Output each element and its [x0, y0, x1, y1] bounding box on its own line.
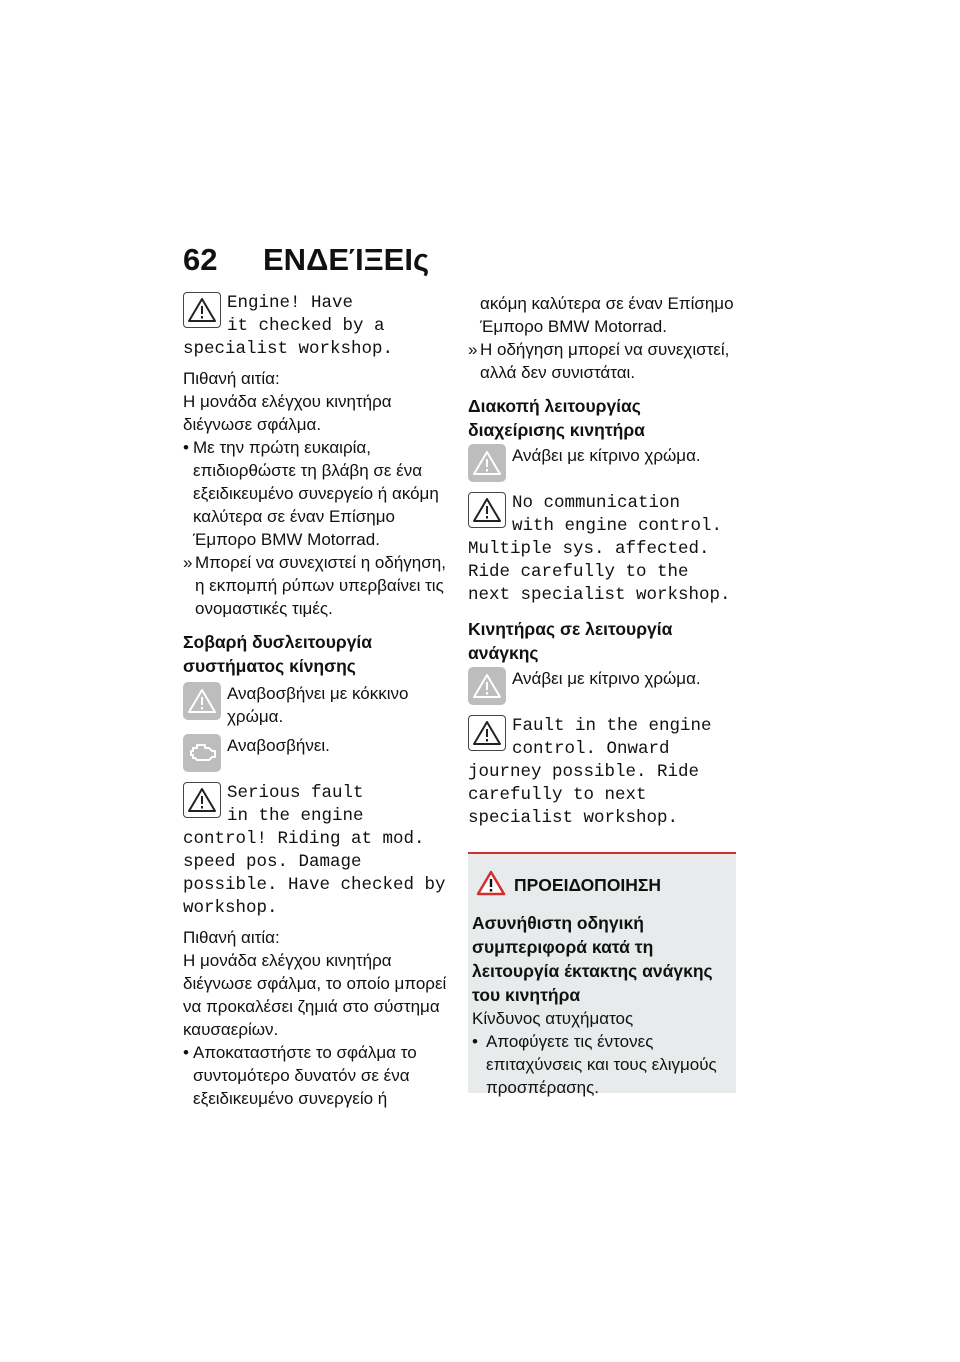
- msg-line: it checked by a: [227, 316, 385, 336]
- warning-triangle-icon: [183, 292, 221, 330]
- indicator-text: Αναβοσβήνει.: [227, 736, 330, 755]
- page-title: ΕΝΔΕΊΞΕΙς: [263, 242, 430, 277]
- bullet-item: [472, 1030, 726, 1099]
- msg-line: control. Onward: [512, 739, 670, 759]
- msg-rest: journey possible. Ride carefully to next specialist workshop.: [468, 762, 700, 828]
- message-serious-fault: [183, 782, 453, 828]
- bullet-mark: •: [183, 438, 189, 457]
- bullet-item: [183, 1041, 453, 1110]
- indicator-text: Αναβοσβήνει με κόκκινο χρώμα.: [227, 684, 409, 726]
- bullet-text: Αποκαταστήστε το σφάλμα το συντομότερο δυνατόν σε ένα εξειδικευμένο συνεργείο ή: [193, 1043, 417, 1108]
- right-column: [468, 292, 738, 830]
- bullet-text: Αποφύγετε τις έντονες επιταχύνσεις και τους ελιγμούς προσπέρασης.: [486, 1032, 717, 1097]
- warning-triangle-icon: [476, 870, 506, 901]
- warning-triangle-icon: [468, 715, 506, 753]
- warning-box: [468, 852, 736, 1097]
- cause-label: Πιθανή αιτία:: [183, 928, 280, 947]
- msg-rest: control! Riding at mod. speed pos. Damage possible. Have checked by workshop.: [183, 829, 446, 918]
- bullet-text-cont: ακόμη καλύτερα σε έναν Επίσημο Έμπορο BMW Motorrad.: [193, 484, 439, 549]
- left-column: [183, 292, 453, 1110]
- continued-text: ακόμη καλύτερα σε έναν Επίσημο Έμπορο BMW Motorrad.: [480, 294, 734, 336]
- section-heading: Διακοπή λειτουργίας διαχείρισης κινητήρα: [468, 396, 645, 440]
- bullet-mark: •: [183, 1043, 189, 1062]
- indicator-yellow: [468, 667, 738, 705]
- msg-rest: specialist workshop.: [183, 339, 394, 359]
- indicator-text: Ανάβει με κίτρινο χρώμα.: [512, 669, 701, 688]
- arrow-mark: »: [183, 553, 193, 572]
- msg-line: in the engine: [227, 806, 364, 826]
- msg-rest: Multiple sys. affected. Ride carefully to the next specialist workshop.: [468, 539, 731, 605]
- section-heading: Σοβαρή δυσλειτουργία συστήματος κίνησης: [183, 632, 373, 676]
- section-heading: Κινητήρας σε λειτουργία ανάγκης: [468, 619, 673, 663]
- warning-light-icon: [183, 682, 221, 720]
- result-text: Η οδήγηση μπορεί να συνεχιστεί, αλλά δεν συνιστάται.: [480, 340, 730, 382]
- msg-line: with engine control.: [512, 516, 723, 536]
- warning-light-icon: [468, 444, 506, 482]
- msg-line: Serious fault: [227, 783, 364, 803]
- result-text: Μπορεί να συνεχιστεί η οδήγηση, η εκπομπή ρύπων υπερβαίνει τις ονομαστικές τιμές.: [195, 553, 446, 618]
- bullet-item: [183, 436, 453, 551]
- result-item: [468, 338, 738, 384]
- warning-triangle-icon: [183, 782, 221, 820]
- indicator-engine: [183, 734, 453, 772]
- bullet-text: Με την πρώτη ευκαιρία, επιδιορθώστε τη βλάβη σε ένα εξειδικευμένο συνεργείο ή: [193, 438, 423, 503]
- msg-line: Engine! Have: [227, 293, 354, 313]
- msg-line: Fault in the engine: [512, 716, 712, 736]
- page-number: 62: [183, 242, 218, 277]
- arrow-mark: »: [468, 340, 478, 359]
- cause-text: Η μονάδα ελέγχου κινητήρα διέγνωσε σφάλμα.: [183, 392, 392, 434]
- cause-label: Πιθανή αιτία:: [183, 369, 280, 388]
- warning-risk: Κίνδυνος ατυχήματος: [472, 1009, 634, 1028]
- engine-light-icon: [183, 734, 221, 772]
- msg-line: No communication: [512, 493, 681, 513]
- warning-triangle-icon: [468, 492, 506, 530]
- page-header: [183, 242, 429, 278]
- message-fault-engine: [468, 715, 738, 761]
- indicator-yellow: [468, 444, 738, 482]
- result-item: [183, 551, 453, 620]
- cause-text: Η μονάδα ελέγχου κινητήρα διέγνωσε σφάλμα, το οποίο μπορεί να προκαλέσει ζημιά στο σύστημα καυσαερίων.: [183, 951, 447, 1039]
- bullet-mark: •: [472, 1032, 478, 1051]
- message-engine-check: [183, 292, 453, 338]
- warning-light-icon: [468, 667, 506, 705]
- message-no-communication: [468, 492, 738, 538]
- indicator-text: Ανάβει με κίτρινο χρώμα.: [512, 446, 701, 465]
- indicator-red: [183, 682, 453, 728]
- warning-title: ΠΡΟΕΙΔΟΠΟΙΗΣΗ: [514, 875, 662, 895]
- warning-heading: Ασυνήθιστη οδηγική συμπεριφορά κατά τη λειτουργία έκτακτης ανάγκης του κινητήρα: [472, 913, 713, 1005]
